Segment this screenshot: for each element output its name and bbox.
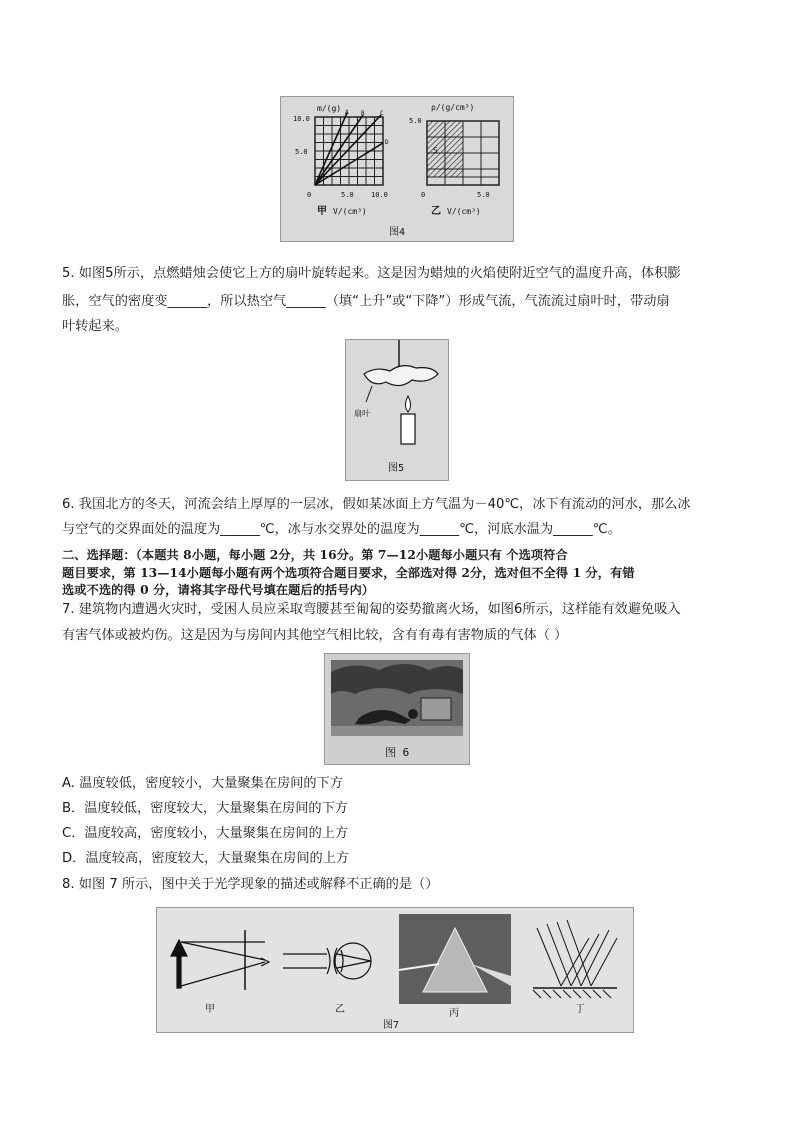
panel-yi [283, 943, 371, 979]
line-label-b: B [361, 110, 365, 117]
figure-4-caption: 图4 [389, 227, 406, 238]
graph-left-x-tick-10: 10.0 [371, 191, 388, 199]
graph-right-x-axis-label: V/(cm³) [447, 207, 481, 216]
figure-4-graphs [281, 97, 513, 241]
figure-7-label-bing: 丙 [449, 1008, 459, 1019]
figure-6-caption: 图 6 [385, 746, 410, 759]
figure-7-label-yi: 乙 [335, 1004, 345, 1015]
panel-jia [171, 930, 269, 990]
line-label-a: A [345, 109, 349, 116]
graph-left-x-tick-5: 5.0 [341, 191, 354, 199]
graph-left-y-tick-10: 10.0 [293, 115, 310, 123]
q7-option-a: A. 温度较低，密度较小，大量聚集在房间的下方 [62, 776, 343, 791]
figure-7-caption: 图7 [383, 1020, 400, 1031]
candle-icon [401, 414, 415, 444]
figure-5 [345, 339, 449, 481]
section-2-line-2: 题目要求，第 13—14小题每小题有两个选项符合题目要求，全部选对得 2分，选对但不全得 1 分，有错 [62, 566, 635, 580]
panel-bing [399, 914, 511, 1004]
q7-line-2: 有害气体或被灼伤。这是因为与房间内其他空气相比较，含有有毒有害物质的气体（ ） [62, 628, 568, 643]
fan-label: 扇叶 [354, 409, 370, 418]
q5-line-1: 5. 如图5所示，点燃蜡烛会使它上方的扇叶旋转起来。这是因为蜡烛的火焰使附近空气的温度升高，体积膨 [62, 266, 681, 281]
graph-right-tag: 乙 [431, 206, 441, 217]
q7-option-d: D．温度较高，密度较大，大量聚集在房间的上方 [62, 851, 350, 866]
figure-5-caption: 图5 [388, 463, 405, 474]
figure-7 [156, 907, 634, 1033]
graph-left-y-tick-5: 5.0 [295, 148, 308, 156]
q7-option-c: C．温度较高，密度较小，大量聚集在房间的上方 [62, 826, 349, 841]
figure-7-drawing [157, 908, 633, 1032]
fan-blade-icon [364, 366, 438, 386]
figure-7-label-ding: 丁 [575, 1004, 585, 1015]
graph-left-tag: 甲 [317, 206, 327, 217]
graph-left-y-axis-label: m/(g) [317, 104, 342, 113]
figure-4 [280, 96, 514, 242]
graph-right-region-label: S [433, 146, 438, 155]
line-label-c: C [380, 110, 384, 117]
flame-icon [406, 396, 411, 412]
section-2-line-1: 二、选择题：（本题共 8小题，每小题 2分，共 16分。第 7—12小题每小题只有 个选项符合 [62, 548, 568, 562]
q7-line-1: 7. 建筑物内遭遇火灾时，受困人员应采取弯腰甚至匍匐的姿势撤离火场，如图6所示，这样能有效避免吸入 [62, 602, 681, 617]
graph-right-origin: 0 [421, 191, 426, 199]
q6-line-2: 与空气的交界面处的温度为______℃，冰与水交界处的温度为______℃，河底水温为______℃。 [62, 522, 621, 537]
q8-line-1: 8. 如图 7 所示，图中关于光学现象的描述或解释不正确的是（） [62, 877, 439, 892]
figure-5-drawing [346, 340, 448, 480]
line-label-d: D [385, 139, 389, 146]
q6-line-1: 6. 我国北方的冬天，河流会结上厚厚的一层冰，假如某冰面上方气温为－40℃，冰下有流动的河水，那么冰 [62, 497, 691, 512]
graph-left-x-axis-label: V/(cm³) [333, 207, 367, 216]
figure-6-drawing [325, 654, 469, 764]
section-2-line-3: 选或不选的得 0 分，请将其字母代号填在题后的括号内） [62, 583, 375, 597]
q5-line-2: 胀，空气的密度变______，所以热空气______（填“上升”或“下降”）形成气流，气流流过扇叶时，带动扇 [62, 294, 670, 309]
graph-left-origin: 0 [307, 191, 312, 199]
figure-6 [324, 653, 470, 765]
graph-right-y-axis-label: ρ/(g/cm³) [431, 103, 475, 112]
q7-option-b: B．温度较低，密度较大，大量聚集在房间的下方 [62, 801, 348, 816]
panel-ding [533, 920, 617, 998]
figure-7-label-jia: 甲 [205, 1004, 215, 1015]
graph-right-x-tick-5: 5.0 [477, 191, 490, 199]
graph-right-y-tick-5: 5.0 [409, 117, 422, 125]
q5-line-3: 叶转起来。 [62, 319, 128, 334]
